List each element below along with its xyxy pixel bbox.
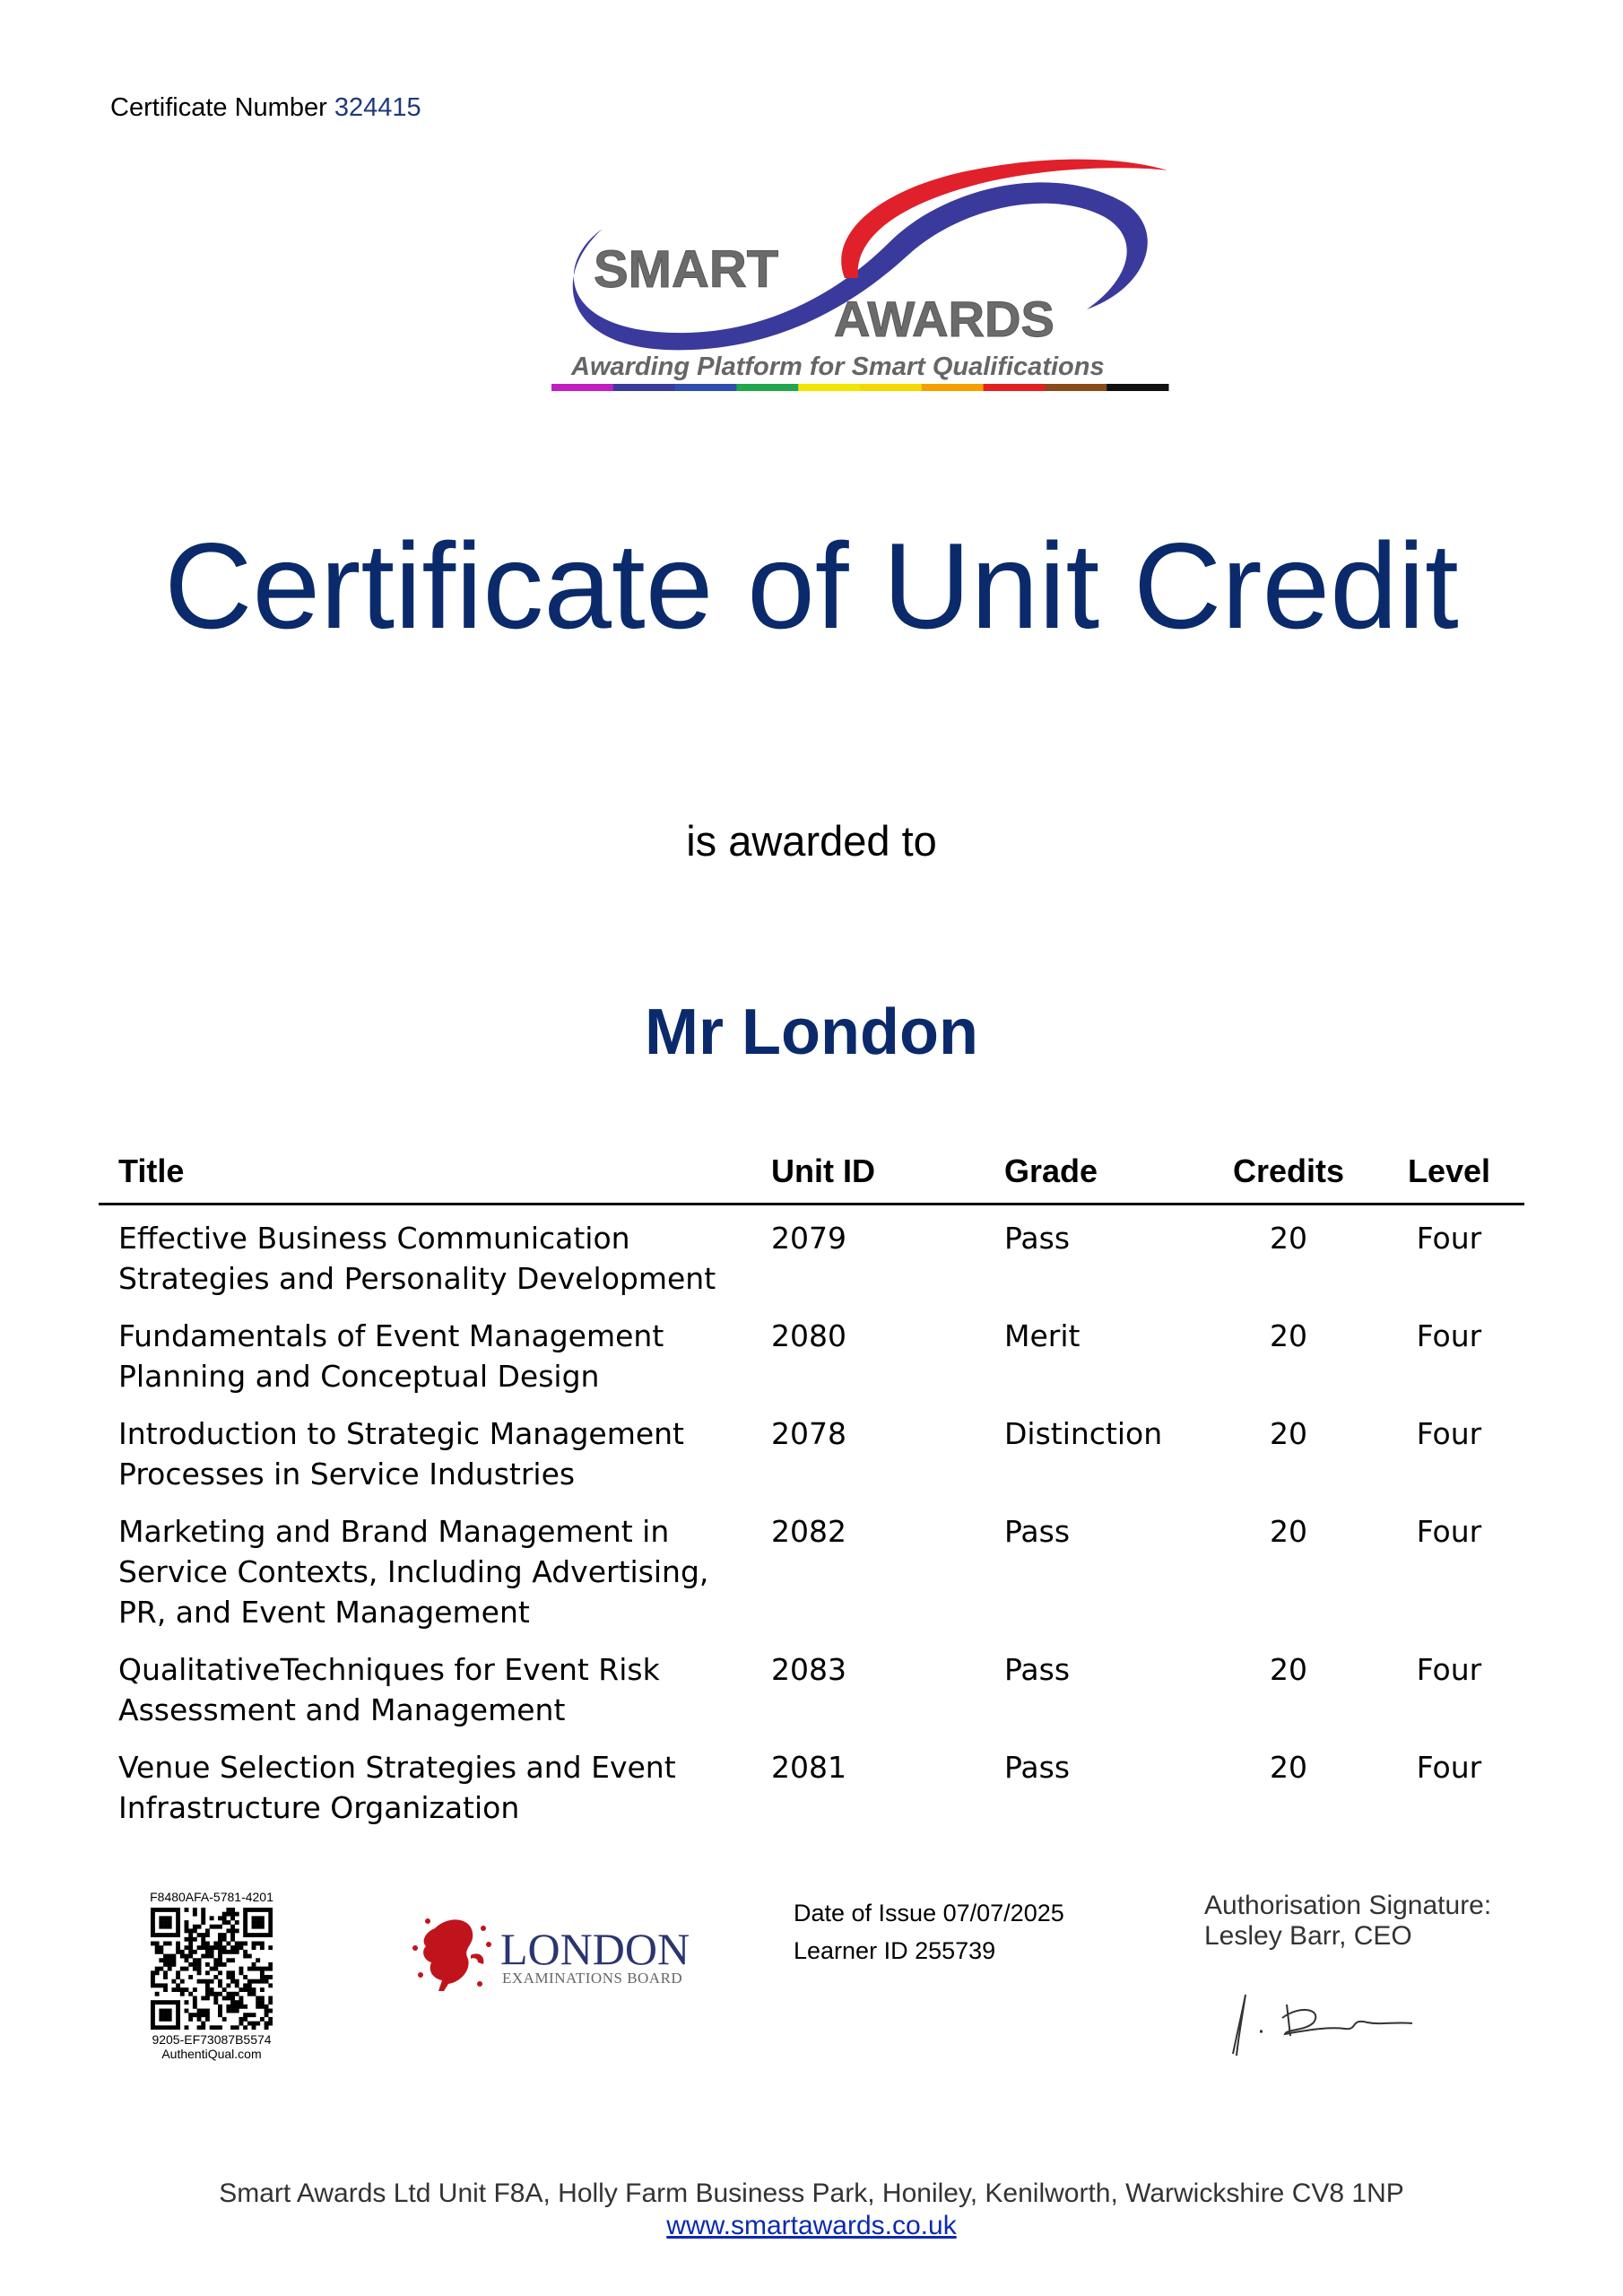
handwritten-signature [1215, 1982, 1421, 2063]
unit-level: Four [1416, 1514, 1482, 1549]
issue-details [794, 1894, 1064, 1970]
unit-title: QualitativeTechniques for Event Risk Assessment and Management [118, 1652, 660, 1727]
date-of-issue-label: Date of Issue [794, 1900, 937, 1926]
footer [0, 2178, 1623, 2242]
logo-stripe-segment [984, 384, 1046, 391]
awarded-text: is awarded to [686, 817, 937, 865]
logo-stripe-segment [613, 384, 675, 391]
london-logo-subtitle: EXAMINATIONS BOARD [502, 1970, 683, 1987]
table-row [99, 1205, 1524, 1304]
header-title: Title [99, 1152, 771, 1205]
unit-title: Introduction to Strategic Management Processes in Service Industries [118, 1416, 684, 1492]
unit-level: Four [1416, 1750, 1482, 1785]
qr-code-icon[interactable] [151, 1908, 273, 2030]
unit-grade: Pass [1004, 1221, 1071, 1256]
certificate-title: Certificate of Unit Credit [164, 517, 1459, 654]
smart-awards-logo [549, 152, 1176, 399]
learner-id-value: 255739 [915, 1937, 996, 1964]
unit-grade: Distinction [1004, 1416, 1163, 1451]
logo-stripe-segment [860, 384, 922, 391]
unit-id: 2083 [771, 1652, 846, 1687]
table-row [99, 1735, 1524, 1832]
unit-level: Four [1416, 1652, 1482, 1687]
certificate-number-value: 324415 [334, 93, 421, 122]
learner-id-label: Learner ID [794, 1937, 908, 1964]
footer-address: Smart Awards Ltd Unit F8A, Holly Farm Business Park, Honiley, Kenilworth, Warwickshire CV8 1NP [219, 2179, 1404, 2208]
unit-grade: Merit [1004, 1318, 1081, 1353]
unit-level: Four [1416, 1221, 1482, 1256]
header-level: Level [1374, 1152, 1524, 1205]
unit-title: Effective Business Communication Strategies and Personality Development [118, 1221, 716, 1296]
qr-verification [135, 1890, 289, 2061]
header-credits: Credits [1203, 1152, 1374, 1205]
table-header-row [99, 1152, 1524, 1205]
unit-id: 2082 [771, 1514, 846, 1549]
logo-stripe-segment [736, 384, 798, 391]
header-unit-id: Unit ID [771, 1152, 1004, 1205]
unit-title: Fundamentals of Event Management Planning and Conceptual Design [118, 1318, 664, 1394]
unit-id: 2081 [771, 1750, 846, 1785]
table-row [99, 1401, 1524, 1499]
qr-site-text: AuthentiQual.com [161, 2047, 262, 2061]
table-row [99, 1499, 1524, 1637]
logo-color-stripe [551, 384, 1169, 391]
logo-stripe-segment [675, 384, 737, 391]
qr-code-top-text: F8480AFA-5781-4201 [150, 1890, 273, 1904]
logo-word-awards: AWARDS [834, 291, 1055, 347]
logo-stripe-segment [1045, 384, 1107, 391]
unit-grade: Pass [1004, 1652, 1071, 1687]
authorisation-block [1204, 1891, 1491, 1952]
unit-level: Four [1416, 1318, 1482, 1353]
footer-website-link[interactable]: www.smartawards.co.uk [666, 2211, 957, 2240]
unit-credits: 20 [1270, 1221, 1307, 1256]
qr-code-bottom-text: 9205-EF73087B5574 [152, 2032, 272, 2047]
logo-stripe-segment [1107, 384, 1168, 391]
signatory-name: Lesley Barr, CEO [1204, 1921, 1412, 1951]
authorisation-label: Authorisation Signature: [1204, 1891, 1492, 1920]
unit-id: 2079 [771, 1221, 846, 1256]
logo-tagline: Awarding Platform for Smart Qualifications [571, 352, 1105, 381]
certificate-number [110, 93, 421, 123]
logo-stripe-segment [551, 384, 613, 391]
date-of-issue [794, 1894, 1064, 1932]
logo-word-smart: SMART [594, 240, 779, 299]
unit-grade: Pass [1004, 1750, 1071, 1785]
unit-credits: 20 [1270, 1416, 1307, 1451]
logo-stripe-segment [798, 384, 860, 391]
certificate-number-label: Certificate Number [110, 93, 327, 122]
header-grade: Grade [1004, 1152, 1203, 1205]
unit-credits: 20 [1270, 1318, 1307, 1353]
logo-stripe-segment [922, 384, 984, 391]
recipient-name: Mr London [645, 996, 978, 1068]
unit-credits: 20 [1270, 1514, 1307, 1549]
table-row [99, 1637, 1524, 1735]
unit-credits: 20 [1270, 1652, 1307, 1687]
learner-id [794, 1932, 1064, 1970]
unit-id: 2078 [771, 1416, 846, 1451]
unit-title: Venue Selection Strategies and Event Infrastructure Organization [118, 1750, 676, 1825]
table-row [99, 1303, 1524, 1401]
units-table [99, 1152, 1524, 1832]
unit-level: Four [1416, 1416, 1482, 1451]
london-logo-name: LONDON [500, 1924, 690, 1974]
unit-credits: 20 [1270, 1750, 1307, 1785]
unit-title: Marketing and Brand Management in Service Contexts, Including Advertising, PR, and Event Management [118, 1514, 709, 1630]
date-of-issue-value: 07/07/2025 [942, 1900, 1064, 1926]
lion-icon [412, 1918, 491, 1991]
london-examinations-board-logo [408, 1901, 713, 2000]
unit-grade: Pass [1004, 1514, 1071, 1549]
unit-id: 2080 [771, 1318, 846, 1353]
